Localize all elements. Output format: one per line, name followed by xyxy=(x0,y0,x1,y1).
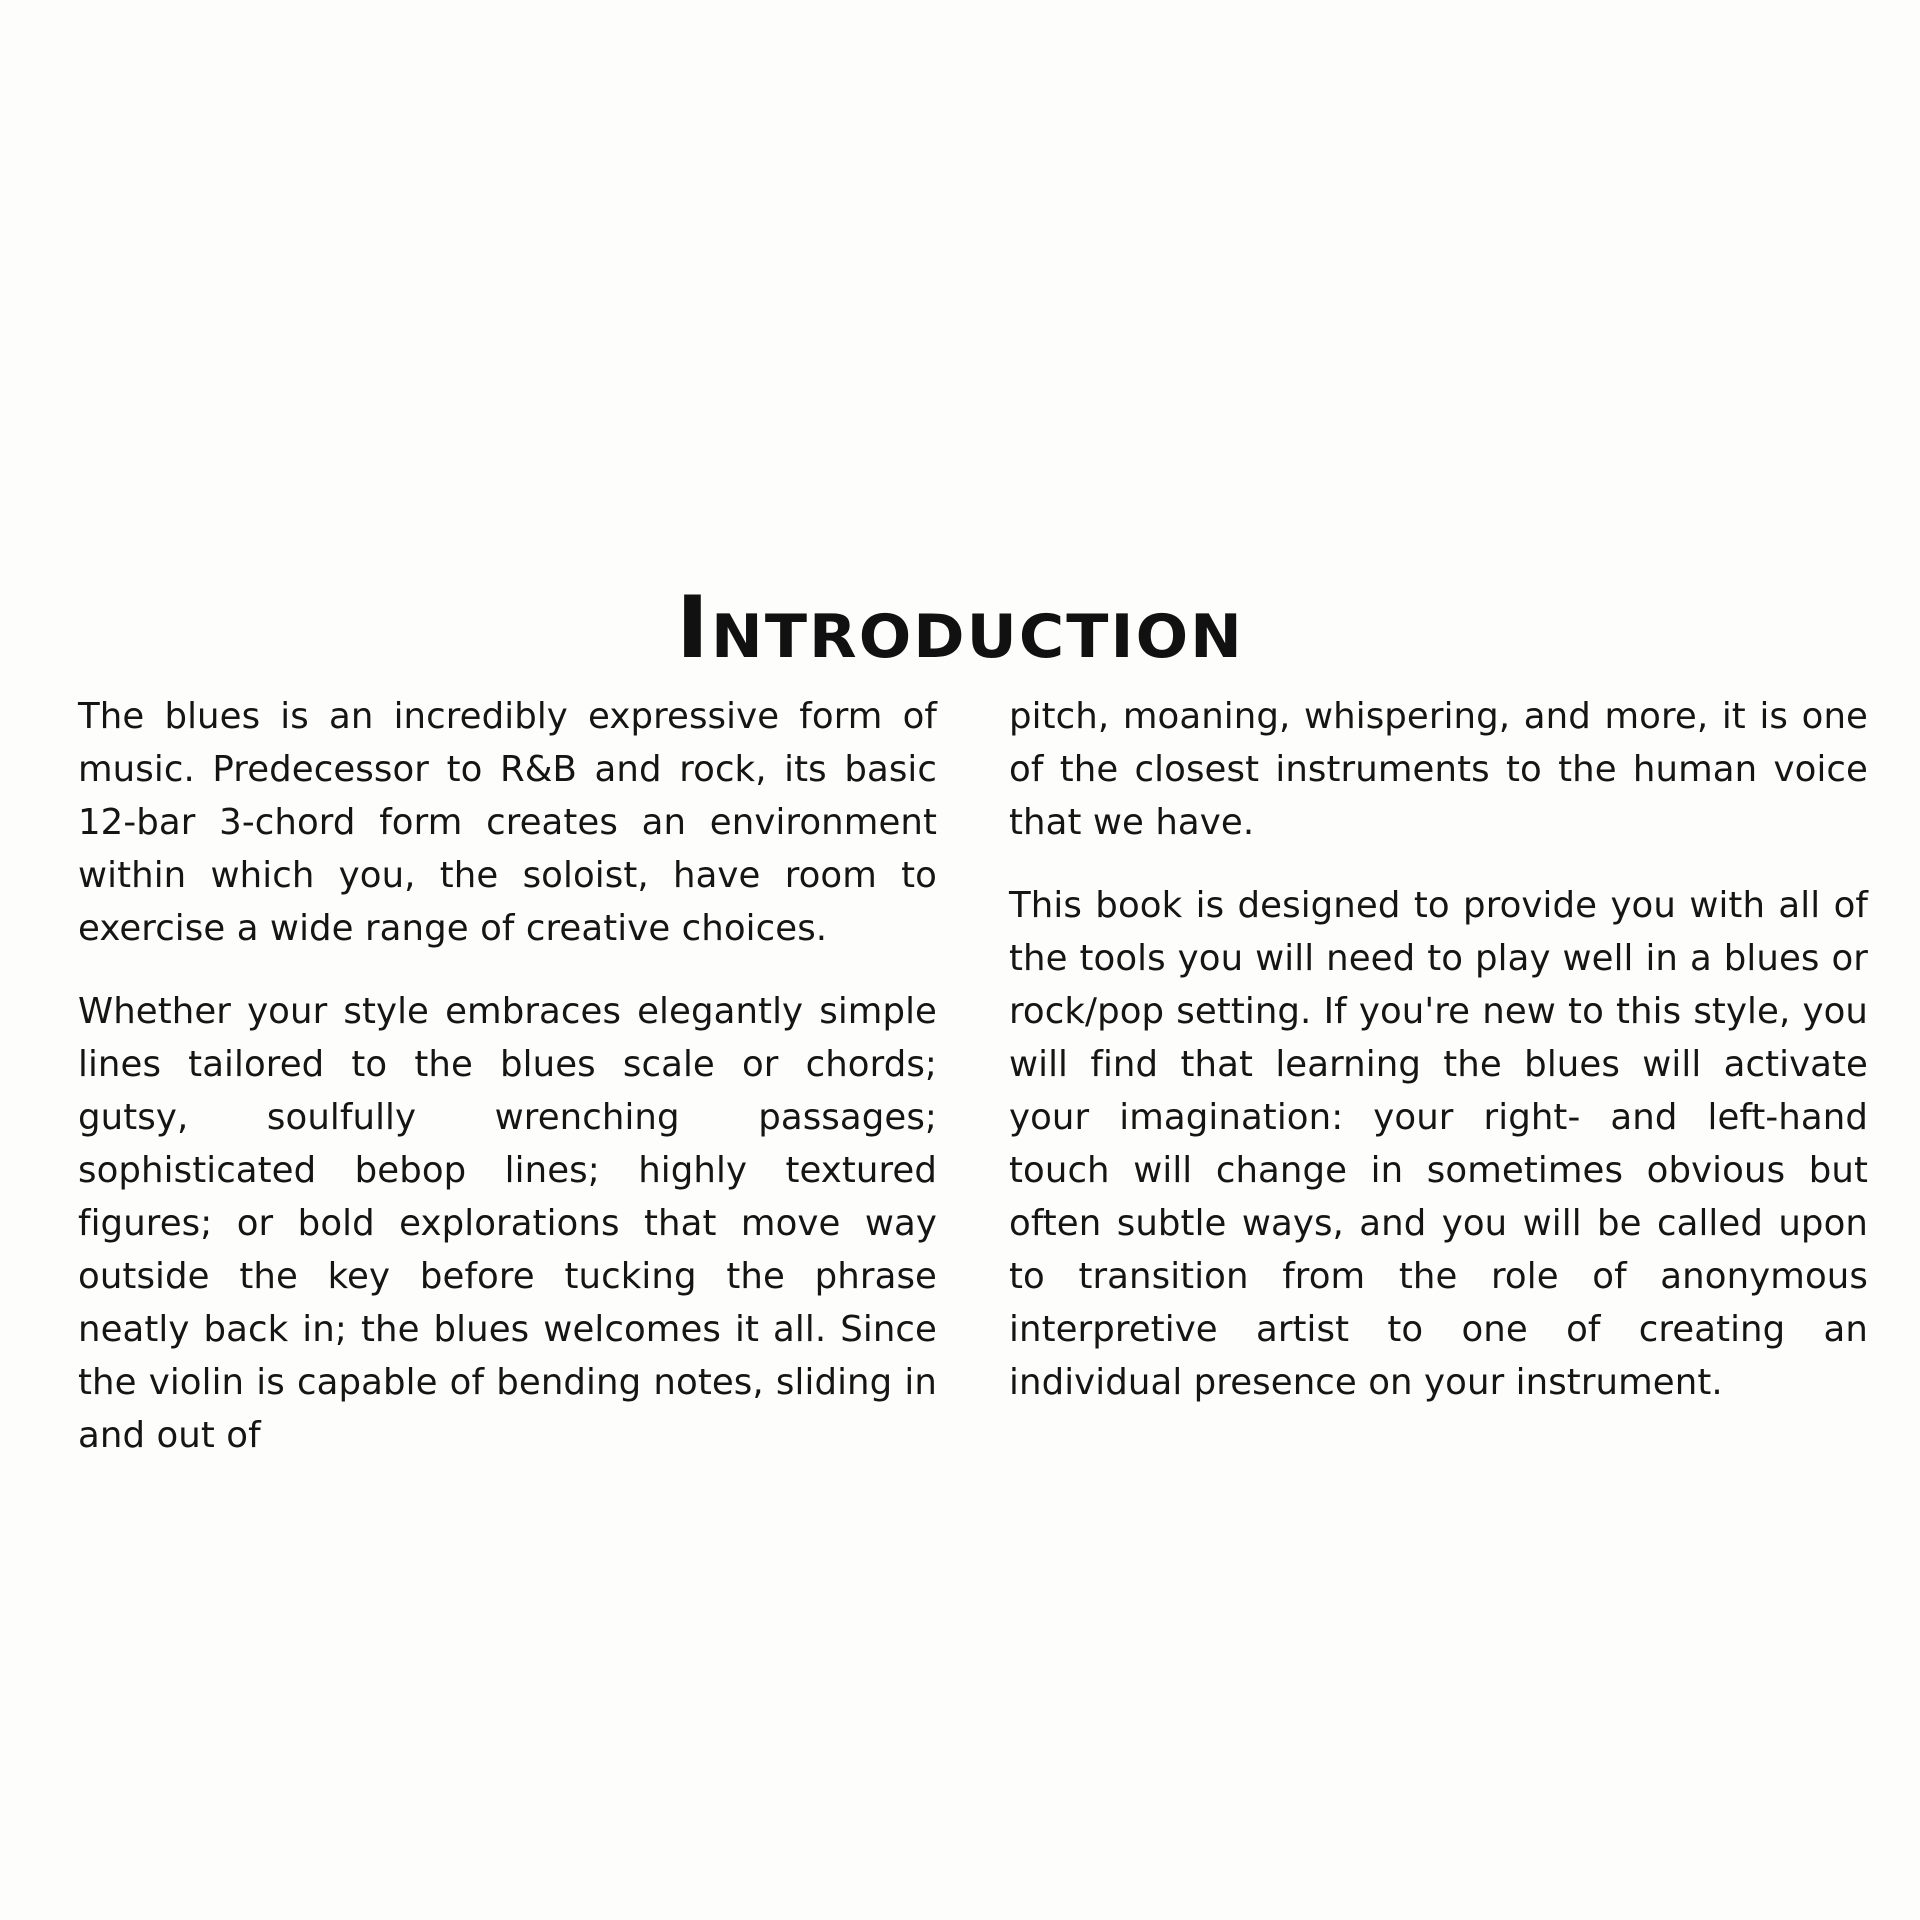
paragraph: Whether your style embraces elegantly simple lines tailored to the blues scale or chords; gutsy, soulfully wrenching passages; sophisticated bebop lines; highly textured figures; or bold explorations that move way outside the key before tucking the phrase neatly back in; the blues welcomes it all. Since the violin is capable of bending notes, sliding in and out of xyxy=(78,991,937,1456)
paragraph: This book is designed to provide you with all of the tools you will need to play well in a blues or rock/pop setting. If you're new to this style, you will find that learning the blues will activate your imagination: your right- and left-hand touch will change in sometimes obvious but often subtle ways, and you will be called upon to transition from the role of anonymous interpretive artist to one of creating an individual presence on your instrument. xyxy=(1009,885,1868,1403)
page-title: Introduction xyxy=(676,577,1244,678)
two-column-body xyxy=(78,690,1868,1462)
text-column-left xyxy=(78,690,937,1462)
paragraph: pitch, moaning, whispering, and more, it is one of the closest instruments to the human voice that we have. xyxy=(1009,696,1868,843)
paragraph: The blues is an incredibly expressive form of music. Predecessor to R&B and rock, its basic 12-bar 3-chord form creates an environment within which you, the soloist, have room to exercise a wide range of creative choices. xyxy=(78,696,937,949)
text-column-right xyxy=(1009,690,1868,1462)
